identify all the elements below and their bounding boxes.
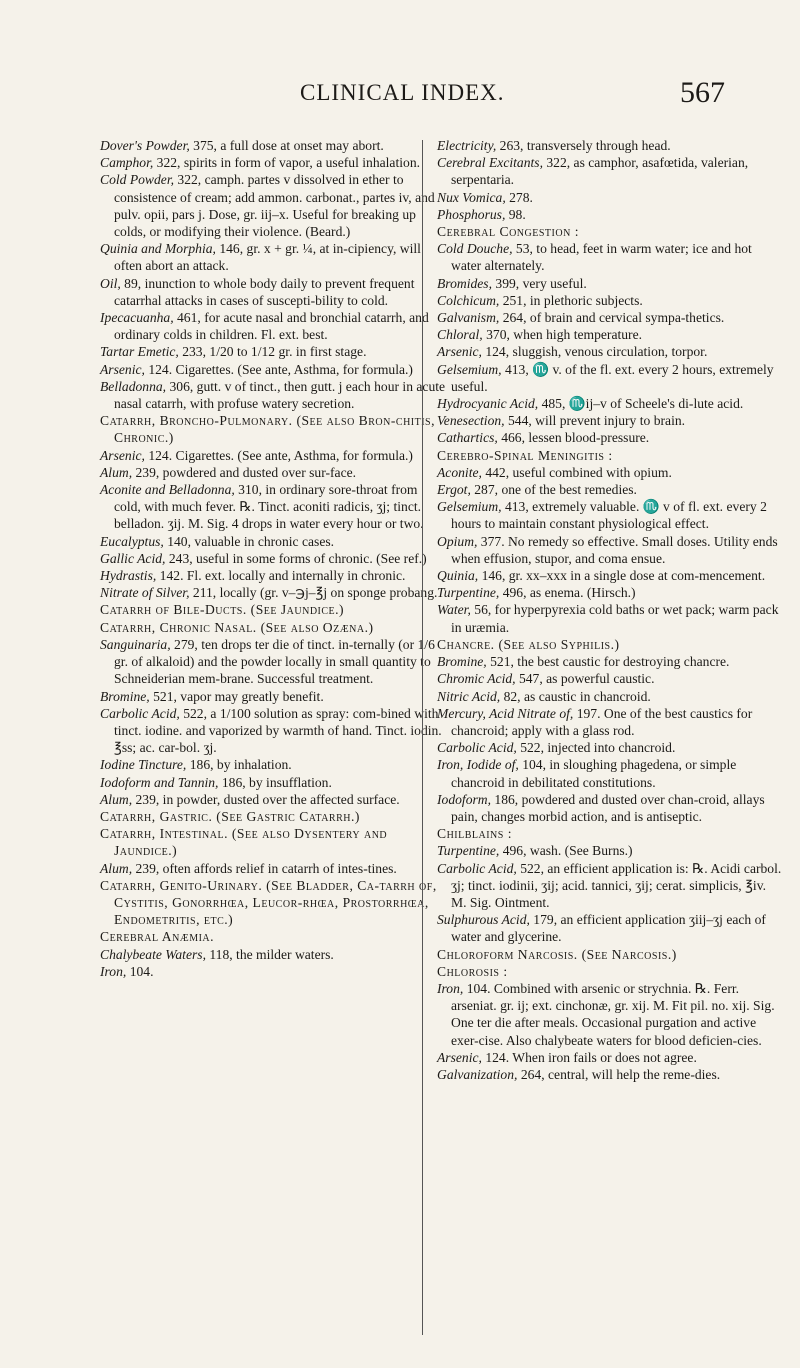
index-entry [437, 1066, 784, 1083]
index-entry [100, 550, 447, 567]
entry-term: Aconite, [437, 464, 482, 480]
index-entry [437, 756, 784, 790]
index-entry [437, 412, 784, 429]
entry-text: 375, a full dose at onset may abort. [189, 138, 384, 153]
index-entry [100, 756, 447, 773]
entry-term: Camphor, [100, 155, 154, 171]
entry-term: Hydrocyanic Acid, [437, 396, 539, 412]
index-entry [437, 361, 784, 395]
entry-text: 370, when high temperature. [482, 327, 643, 343]
index-entry [437, 292, 784, 309]
index-entry [437, 429, 784, 446]
index-entry [437, 498, 784, 532]
index-entry [437, 670, 784, 687]
index-heading: Chloroform Narcosis. (See Narcosis.) [437, 946, 677, 962]
index-entry [100, 481, 447, 533]
index-heading: Cerebro-Spinal Meningitis : [437, 447, 613, 463]
entry-text: 239, powdered and dusted over sur-face. [132, 464, 357, 480]
entry-text: 124. Cigarettes. (See ante, Asthma, for formula.) [144, 361, 413, 377]
entry-text: 142. Fl. ext. locally and internally in chronic. [156, 568, 406, 584]
entry-term: Carbolic Acid, [437, 860, 517, 876]
entry-text: 522, a 1/100 solution as spray: com-bined with tinct. iodine. and vaporized by warmth of hand. Tinct. iodin. ℥ss; ac. car-bol. ʒj. [114, 705, 442, 756]
entry-text: 239, often affords relief in catarrh of intes-tines. [132, 860, 397, 876]
index-entry [437, 154, 784, 188]
entry-term: Gelsemium, [437, 499, 502, 515]
entry-text: 521, the best caustic for destroying chancre. [486, 654, 730, 670]
entry-term: Bromides, [437, 275, 492, 291]
index-entry [100, 240, 447, 274]
entry-text: 186, by insufflation. [218, 774, 332, 790]
page-title: CLINICAL INDEX. [300, 80, 505, 105]
entry-text: 413, extremely valuable. ♏ v of fl. ext. every 2 hours to maintain constant physiological effect. [451, 499, 767, 532]
index-entry [100, 774, 447, 791]
entry-text: 104. Combined with arsenic or strychnia. ℞. Ferr. arseniat. gr. ij; ext. cinchonæ, gr. xij. M. Fit pil. no. xij. Sig. One ter die after meals. Occasional purgation and active exer-cise. Also chalybeate waters for blood deficien-cies. [451, 980, 775, 1048]
index-heading: Catarrh, Broncho-Pulmonary. (See also Bron-chitis, Chronic.) [100, 413, 436, 446]
entry-text: 442, useful combined with opium. [481, 464, 672, 480]
entry-text: 118, the milder waters. [205, 946, 334, 962]
entry-term: Arsenic, [100, 447, 145, 463]
entry-text: 413, ♏ v. of the fl. ext. every 2 hours, extremely useful. [451, 361, 774, 394]
entry-term: Arsenic, [437, 1049, 482, 1065]
index-entry [437, 584, 784, 601]
index-entry [437, 653, 784, 670]
index-entry [100, 275, 447, 309]
entry-term: Nitric Acid, [437, 688, 501, 704]
entry-term: Venesection, [437, 413, 505, 429]
entry-term: Hydrastis, [100, 568, 157, 584]
entry-term: Chromic Acid, [437, 671, 516, 687]
entry-text: 466, lessen blood-pressure. [497, 430, 650, 446]
entry-term: Gallic Acid, [100, 550, 166, 566]
index-heading: Chlorosis : [437, 963, 508, 979]
column-divider [422, 140, 423, 1335]
entry-term: Turpentine, [437, 585, 500, 601]
entry-text: 322, spirits in form of vapor, a useful inhalation. [153, 155, 421, 171]
entry-term: Water, [437, 602, 471, 618]
entry-text: 377. No remedy so effective. Small doses. Utility ends when effusion, stupor, and coma ensue. [451, 533, 778, 566]
index-entry [437, 189, 784, 206]
entry-text: 287, one of the best remedies. [470, 482, 637, 498]
entry-term: Iodoform and Tannin, [100, 774, 219, 790]
index-entry [100, 154, 447, 171]
entry-term: Bromine, [437, 654, 487, 670]
entry-term: Cold Powder, [100, 172, 175, 188]
entry-term: Eucalyptus, [100, 533, 164, 549]
entry-term: Cerebral Excitants, [437, 155, 543, 171]
entry-term: Phosphorus, [437, 206, 506, 222]
entry-text: 82, as caustic in chancroid. [500, 688, 651, 704]
entry-term: Sulphurous Acid, [437, 912, 530, 928]
entry-text: 233, 1/20 to 1/12 gr. in first stage. [178, 344, 367, 360]
entry-text: 124. When iron fails or does not agree. [481, 1049, 697, 1065]
index-entry [437, 860, 784, 912]
entry-term: Chalybeate Waters, [100, 946, 206, 962]
entry-text: 521, vapor may greatly benefit. [149, 688, 324, 704]
index-entry [100, 447, 447, 464]
entry-text: 89, inunction to whole body daily to prevent frequent catarrhal attacks in cases of suscepti-bility to cold. [114, 275, 415, 308]
entry-term: Iron, [437, 980, 464, 996]
entry-term: Quinia and Morphia, [100, 241, 216, 257]
entry-text: 522, injected into chancroid. [516, 740, 676, 756]
index-heading: Catarrh, Genito-Urinary. (See Bladder, Ca-tarrh of, Cystitis, Gonorrhœa, Leucor-rhœa, Prostorrhœa, Endometritis, etc.) [100, 877, 437, 928]
entry-text: 399, very useful. [492, 275, 587, 291]
entry-text: 544, will prevent injury to brain. [504, 413, 686, 429]
index-entry [437, 343, 784, 360]
entry-term: Alum, [100, 464, 133, 480]
entry-text: 278. [505, 189, 533, 205]
entry-term: Arsenic, [437, 344, 482, 360]
entry-term: Cold Douche, [437, 241, 513, 257]
entry-term: Oil, [100, 275, 121, 291]
entry-term: Galvanism, [437, 310, 500, 326]
entry-text: 279, ten drops ter die of tinct. in-ternally (or 1/6 gr. of alkaloid) and the powder locally in small quantity to Schneiderian mem-brane. Successful treatment. [114, 636, 435, 687]
entry-text: 146, gr. x + gr. ¼, at in-cipiency, will often abort an attack. [114, 241, 421, 274]
entry-term: Iron, Iodide of, [437, 757, 519, 773]
entry-term: Belladonna, [100, 378, 167, 394]
index-entry [437, 739, 784, 756]
index-heading: Catarrh, Gastric. (See Gastric Catarrh.) [100, 808, 360, 824]
entry-text: 251, in plethoric subjects. [499, 292, 643, 308]
index-entry [437, 464, 784, 481]
entry-text: 104. [126, 963, 154, 979]
index-entry [437, 326, 784, 343]
index-entry [100, 584, 447, 601]
entry-term: Sanguinaria, [100, 636, 171, 652]
index-entry [100, 309, 447, 343]
index-entry [100, 137, 447, 154]
entry-term: Chloral, [437, 327, 483, 343]
entry-term: Tartar Emetic, [100, 344, 179, 360]
entry-text: 485, ♏ij–v of Scheele's di-lute acid. [538, 396, 744, 412]
entry-text: 243, useful in some forms of chronic. (See ref.) [165, 550, 427, 566]
index-entry [100, 567, 447, 584]
index-entry [100, 464, 447, 481]
index-entry [437, 980, 784, 1049]
entry-term: Carbolic Acid, [100, 705, 180, 721]
index-entry [437, 240, 784, 274]
entry-text: 496, as enema. (Hirsch.) [499, 585, 636, 601]
entry-text: 104, in sloughing phagedena, or simple chancroid in debilitated constitutions. [451, 757, 737, 790]
entry-text: 140, valuable in chronic cases. [163, 533, 335, 549]
index-entry [437, 705, 784, 739]
entry-text: 496, wash. (See Burns.) [499, 843, 633, 859]
running-head [0, 76, 800, 120]
entry-term: Mercury, Acid Nitrate of, [437, 705, 574, 721]
index-entry [437, 206, 784, 223]
entry-term: Electricity, [437, 138, 497, 153]
index-entry [100, 378, 447, 412]
entry-text: 306, gutt. v of tinct., then gutt. j each hour in acute nasal catarrh, with profuse watery secretion. [114, 378, 446, 412]
entry-text: 264, of brain and cervical sympa-thetics. [499, 310, 725, 326]
entry-term: Iron, [100, 963, 127, 979]
index-entry [100, 343, 447, 360]
index-entry [437, 791, 784, 825]
entry-text: 98. [505, 206, 526, 222]
index-entry [437, 309, 784, 326]
index-heading: Chancre. (See also Syphilis.) [437, 636, 620, 652]
entry-text: 56, for hyperpyrexia cold baths or wet pack; warm pack in uræmia. [451, 602, 779, 635]
entry-term: Nux Vomica, [437, 189, 506, 205]
index-heading: Chilblains : [437, 826, 513, 842]
entry-term: Iodoform, [437, 791, 491, 807]
entry-term: Alum, [100, 791, 133, 807]
index-entry [100, 705, 447, 757]
entry-term: Ipecacuanha, [100, 310, 174, 326]
entry-text: 239, in powder, dusted over the affected surface. [132, 791, 400, 807]
entry-text: 53, to head, feet in warm water; ice and hot water alternately. [451, 241, 752, 274]
index-entry [437, 842, 784, 859]
entry-text: 547, as powerful caustic. [515, 671, 655, 687]
entry-text: 264, central, will help the reme-dies. [517, 1066, 721, 1082]
entry-term: Opium, [437, 533, 478, 549]
index-entry [100, 171, 447, 240]
entry-term: Cathartics, [437, 430, 498, 446]
index-heading: Cerebral Congestion : [437, 224, 579, 240]
entry-text: 322, as camphor, asafœtida, valerian, serpentaria. [451, 155, 749, 188]
entry-text: 211, locally (gr. v–℈j–℥j on sponge probang. [189, 585, 438, 601]
index-heading: Catarrh of Bile-Ducts. (See Jaundice.) [100, 602, 345, 618]
entry-term: Carbolic Acid, [437, 740, 517, 756]
index-entry [437, 688, 784, 705]
right-column [437, 137, 784, 1083]
entry-term: Dover's Powder, [100, 138, 190, 153]
index-entry [437, 137, 784, 154]
entry-term: Alum, [100, 860, 133, 876]
left-column [100, 137, 447, 980]
entry-text: 322, camph. partes v dissolved in ether to consistence of cream; add ammon. carbonat., partes iv, and pulv. opii, pars j. Dose, gr. iij–x. Useful for breaking up colds, or modifying their violence. (Beard.) [114, 172, 435, 240]
index-entry [100, 946, 447, 963]
index-entry [437, 567, 784, 584]
index-entry [100, 361, 447, 378]
entry-term: Colchicum, [437, 292, 500, 308]
entry-text: 124, sluggish, venous circulation, torpor. [481, 344, 708, 360]
entry-text: 186, by inhalation. [186, 757, 292, 773]
index-entry [100, 533, 447, 550]
index-entry [437, 395, 784, 412]
entry-term: Ergot, [437, 482, 471, 498]
entry-text: 522, an efficient application is: ℞. Acidi carbol. ʒj; tinct. iodinii, ʒij; acid. tannici, ʒij; cerat. simplicis, ℥iv. M. Sig. Ointment. [451, 860, 782, 910]
index-entry [437, 601, 784, 635]
entry-term: Nitrate of Silver, [100, 585, 190, 601]
index-entry [100, 860, 447, 877]
index-entry [437, 911, 784, 945]
entry-text: 263, transversely through head. [496, 138, 671, 153]
entry-text: 186, powdered and dusted over chan-croid, allays pain, changes morbid action, and is antiseptic. [451, 791, 765, 824]
index-entry [437, 481, 784, 498]
entry-text: 310, in ordinary sore-throat from cold, with much fever. ℞. Tinct. aconiti radicis, ʒj; tinct. belladon. ʒij. M. Sig. 4 drops in water every hour or two. [114, 482, 424, 532]
index-entry [437, 275, 784, 292]
entry-text: 179, an efficient application ʒiij–ʒj each of water and glycerine. [451, 912, 766, 945]
index-entry [437, 533, 784, 567]
index-entry [100, 791, 447, 808]
entry-term: Arsenic, [100, 361, 145, 377]
entry-term: Iodine Tincture, [100, 757, 187, 773]
index-heading: Catarrh, Chronic Nasal. (See also Ozæna.) [100, 619, 374, 635]
entry-term: Bromine, [100, 688, 150, 704]
index-entry [100, 688, 447, 705]
entry-text: 461, for acute nasal and bronchial catarrh, and ordinary colds in children. Fl. ext. best. [114, 310, 429, 343]
entry-term: Gelsemium, [437, 361, 502, 377]
index-entry [437, 1049, 784, 1066]
index-heading: Catarrh, Intestinal. (See also Dysentery and Jaundice.) [100, 826, 388, 859]
entry-term: Quinia, [437, 568, 479, 584]
index-entry [100, 963, 447, 980]
index-heading: Cerebral Anæmia. [100, 929, 215, 945]
index-entry [100, 636, 447, 688]
entry-term: Galvanization, [437, 1066, 518, 1082]
entry-text: 146, gr. xx–xxx in a single dose at com-mencement. [478, 568, 766, 584]
entry-term: Turpentine, [437, 843, 500, 859]
page-number: 567 [680, 76, 725, 109]
entry-term: Aconite and Belladonna, [100, 482, 235, 498]
entry-text: 197. One of the best caustics for chancroid; apply with a glass rod. [451, 705, 753, 738]
entry-text: 124. Cigarettes. (See ante, Asthma, for formula.) [144, 447, 413, 463]
